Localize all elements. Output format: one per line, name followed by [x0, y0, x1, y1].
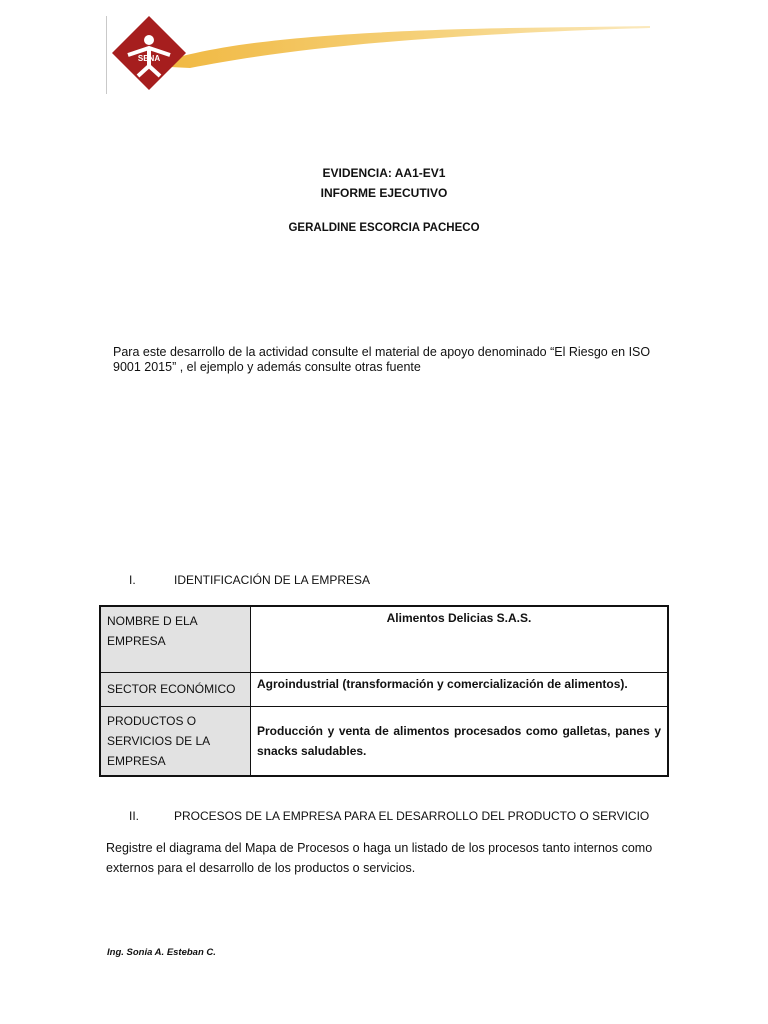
footer-signature: Ing. Sonia A. Esteban C. — [107, 947, 216, 958]
section-2-title: PROCESOS DE LA EMPRESA PARA EL DESARROLLO DEL PRODUCTO O SERVICIO — [174, 809, 650, 823]
header-swoosh — [150, 26, 650, 68]
table-row — [100, 706, 668, 776]
table-row — [100, 606, 668, 672]
sena-logo — [108, 12, 190, 94]
sena-logo-text: SENA — [137, 54, 161, 63]
company-name-cell: Alimentos Delicias S.A.S. — [251, 606, 669, 672]
evidence-title: EVIDENCIA: AA1-EV1 — [322, 166, 446, 180]
table-label-cell: NOMBRE D ELA EMPRESA — [100, 606, 251, 672]
table-label-cell: SECTOR ECONÓMICO — [100, 672, 251, 706]
section-2-paragraph: Registre el diagrama del Mapa de Procesos o haga un listado de los procesos tanto internos como externos para el desarrollo de los productos o servicios. — [106, 841, 653, 875]
table-label-cell: PRODUCTOS O SERVICIOS DE LA EMPRESA — [100, 706, 251, 776]
header-divider — [106, 16, 107, 94]
section-1-number: I. — [129, 573, 136, 587]
sector-cell: Agroindustrial (transformación y comercialización de alimentos). — [251, 672, 669, 706]
section-2-number: II. — [129, 809, 140, 823]
products-cell: Producción y venta de alimentos procesados como galletas, panes y snacks saludables. — [251, 706, 669, 776]
report-title: INFORME EJECUTIVO — [320, 186, 448, 200]
author-name: GERALDINE ESCORCIA PACHECO — [288, 222, 480, 234]
intro-paragraph: Para este desarrollo de la actividad consulte el material de apoyo denominado “El Riesgo en ISO 9001 2015” , el ejemplo y además consulte otras fuente — [113, 345, 651, 374]
section-1-title: IDENTIFICACIÓN DE LA EMPRESA — [174, 573, 371, 587]
company-identification-table — [99, 605, 669, 777]
table-row — [100, 672, 668, 706]
